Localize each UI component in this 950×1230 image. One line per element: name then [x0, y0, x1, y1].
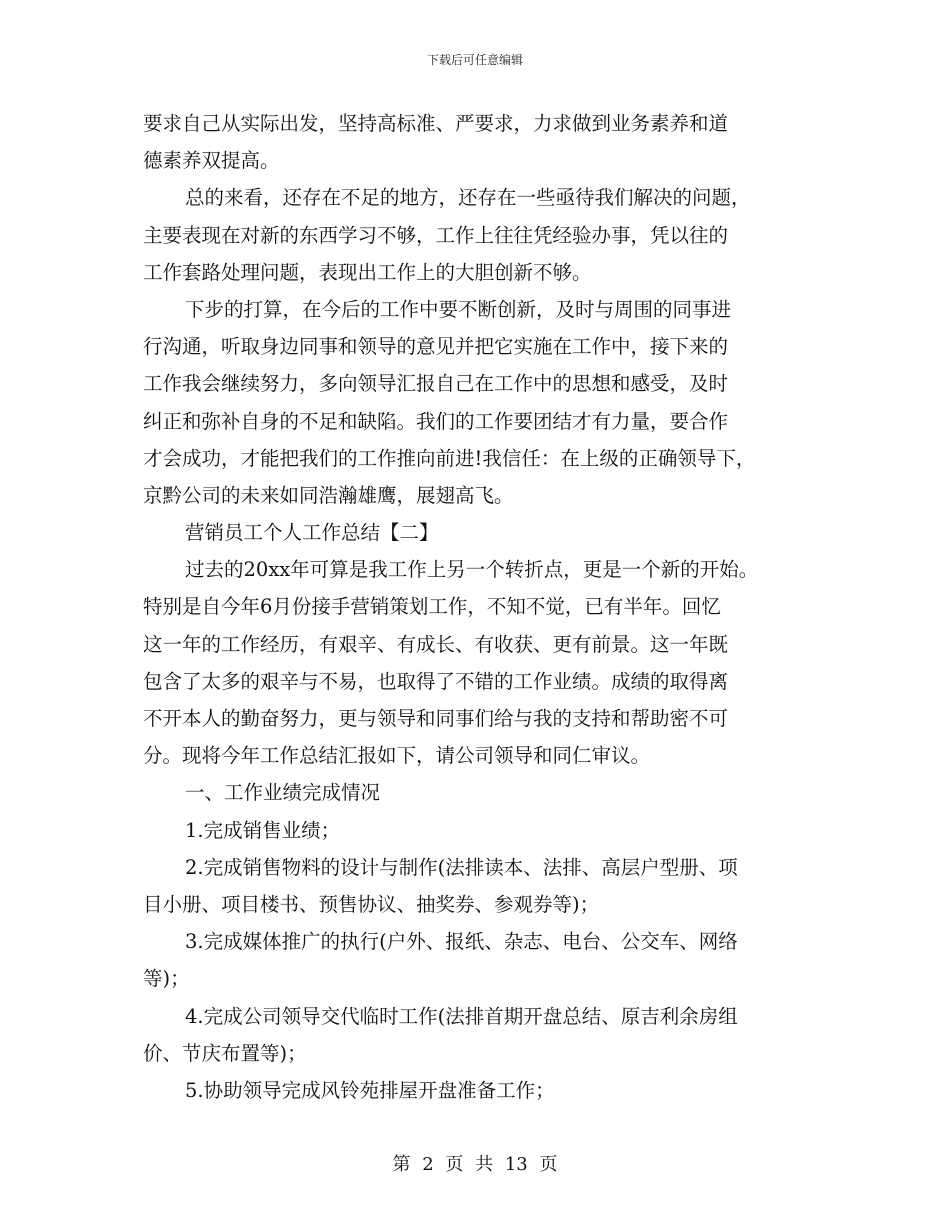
- body-text-line: 过去的20xx年可算是我工作上另一个转折点，更是一个新的开始。: [185, 558, 759, 582]
- body-text-line: 工作套路处理问题，表现出工作上的大胆创新不够。: [143, 260, 592, 284]
- page-number-footer: 第 2 页 共 13 页: [392, 1154, 558, 1175]
- body-text-line: 3.完成媒体推广的执行(户外、报纸、杂志、电台、公交车、网络: [185, 930, 738, 954]
- body-text-line: 5.协助领导完成风铃苑排屋开盘准备工作；: [185, 1078, 555, 1102]
- body-text-line: 才会成功，才能把我们的工作推向前进!我信任：在上级的正确领导下，: [143, 446, 756, 470]
- body-text-line: 分。现将今年工作总结汇报如下，请公司领导和同仁审议。: [143, 744, 651, 768]
- body-text-line: 行沟通，听取身边同事和领导的意见并把它实施在工作中，接下来的: [143, 335, 729, 359]
- page-header-note: 下载后可任意编辑: [426, 53, 523, 67]
- body-text-line: 特别是自今年6月份接手营销策划工作，不知不觉，已有半年。回忆: [143, 595, 721, 619]
- body-text-line: 德素养双提高。: [143, 149, 280, 173]
- body-text-line: 主要表现在对新的东西学习不够，工作上往往凭经验办事，凭以往的: [143, 223, 729, 247]
- document-body: [143, 105, 817, 1109]
- body-text-line: 工作我会继续努力，多向领导汇报自己在工作中的思想和感受，及时: [143, 372, 729, 396]
- body-text-line: 下步的打算，在今后的工作中要不断创新，及时与周围的同事进: [185, 297, 732, 321]
- body-text-line: 总的来看，还存在不足的地方，还存在一些亟待我们解决的问题，: [185, 186, 751, 210]
- body-text-line: 营销员工个人工作总结【二】: [185, 521, 439, 545]
- body-text-line: 价、节庆布置等)；: [143, 1041, 307, 1065]
- body-text-line: 4.完成公司领导交代临时工作(法排首期开盘总结、原吉利余房组: [185, 1004, 738, 1028]
- body-text-line: 2.完成销售物料的设计与制作(法排读本、法排、高层户型册、项: [185, 855, 738, 879]
- body-text-line: 纠正和弥补自身的不足和缺陷。我们的工作要团结才有力量，要合作: [143, 409, 729, 433]
- body-text-line: 要求自己从实际出发，坚持高标准、严要求，力求做到业务素养和道: [143, 112, 729, 135]
- body-text-line: 一、工作业绩完成情况: [185, 781, 381, 805]
- body-text-line: 1.完成销售业绩；: [185, 818, 341, 842]
- body-text-line: 不开本人的勤奋努力，更与领导和同事们给与我的支持和帮助密不可: [143, 707, 729, 730]
- body-text-line: 目小册、项目楼书、预售协议、抽奖券、参观券等)；: [143, 892, 600, 916]
- body-text-line: 包含了太多的艰辛与不易，也取得了不错的工作业绩。成绩的取得离: [143, 669, 729, 693]
- body-text-line: 京黔公司的未来如同浩瀚雄鹰，展翅高飞。: [143, 483, 514, 507]
- body-text-line: 等)；: [143, 967, 190, 991]
- body-text-line: 这一年的工作经历，有艰辛、有成长、有收获、更有前景。这一年既: [143, 632, 729, 656]
